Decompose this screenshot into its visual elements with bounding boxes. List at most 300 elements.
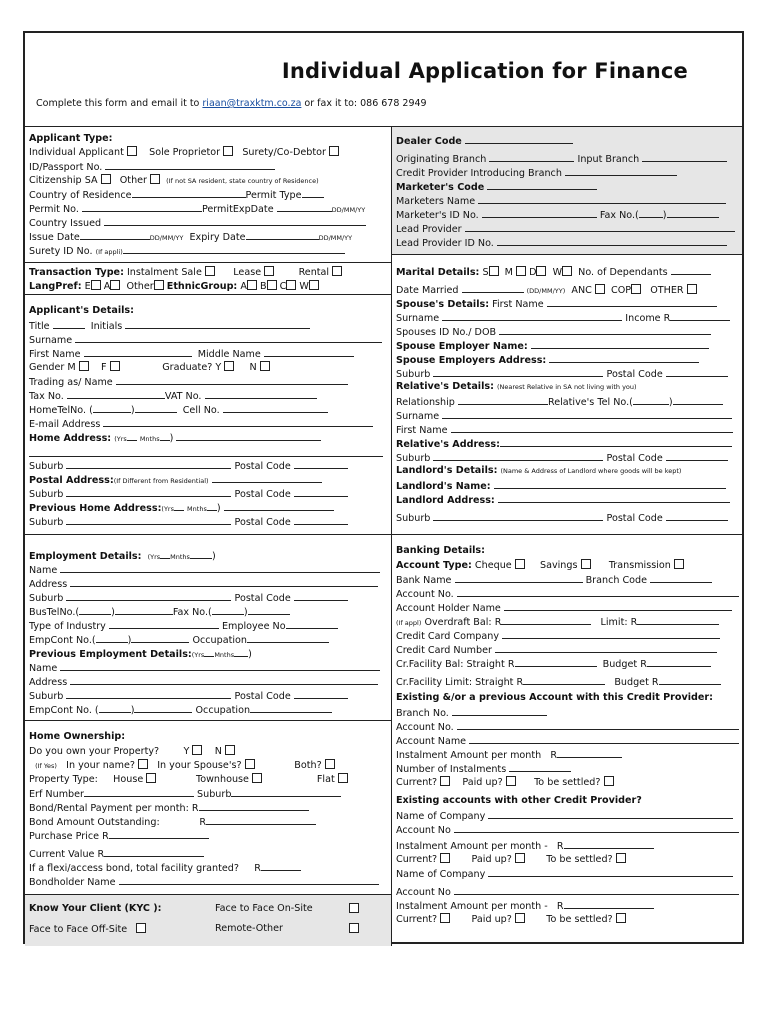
relative-tel-code[interactable]: [633, 395, 669, 405]
cheque-label: Cheque: [474, 560, 512, 571]
your-name-label: In your name?: [66, 760, 135, 771]
relative-postal-field[interactable]: [666, 451, 728, 461]
anc-checkbox[interactable]: [595, 284, 605, 294]
cc-number-field[interactable]: [495, 643, 717, 653]
current-value-field[interactable]: [104, 847, 204, 857]
surname-field[interactable]: [75, 333, 382, 343]
overdraft-field[interactable]: [501, 615, 591, 625]
if-yes-note: (If Yes): [35, 762, 57, 770]
own-y-label: Y: [183, 746, 190, 757]
existing-instalment-label: Instalment Amount per month: [396, 750, 542, 761]
kyc-section: [25, 895, 391, 946]
middle-name-label: Middle Name: [197, 349, 261, 360]
dealer-fax-field[interactable]: [667, 208, 719, 218]
bond-outstanding-field[interactable]: [206, 815, 316, 825]
email-field[interactable]: [103, 417, 373, 427]
prev-emp-address-field[interactable]: [70, 675, 378, 685]
branch-code-label: Branch Code: [585, 575, 648, 586]
dealer-code-field[interactable]: [465, 134, 573, 144]
property-suburb-field[interactable]: [231, 787, 341, 797]
relative-tel-field[interactable]: [673, 395, 723, 405]
residence-note: (If not SA resident, state country of Residence): [166, 177, 319, 185]
cc-company-label: Credit Card Company: [396, 631, 500, 642]
remote-other-checkbox[interactable]: [349, 923, 359, 933]
relative-first-label: First Name: [396, 425, 448, 436]
f2f-offsite-label: Face to Face Off-Site: [29, 924, 128, 935]
overdraft-r: R: [494, 617, 502, 628]
trading-as-label: Trading as/ Name: [29, 377, 113, 388]
emp-fax-code[interactable]: [212, 605, 244, 615]
home-tel-code[interactable]: [93, 403, 131, 413]
relative-first-field[interactable]: [451, 423, 733, 433]
own-n-checkbox[interactable]: [225, 745, 235, 755]
townhouse-checkbox[interactable]: [252, 773, 262, 783]
limit-field[interactable]: [637, 615, 719, 625]
relative-address-field[interactable]: [500, 437, 732, 447]
purchase-price-r: R: [102, 831, 109, 842]
crf-budget-r: R: [640, 659, 647, 670]
surety-if-appli: (If appli): [95, 248, 123, 256]
relative-tel-label: Relative's Tel No.(: [547, 397, 633, 408]
existing-account-heading: Existing &/or a previous Account with this Credit Provider:: [396, 692, 713, 703]
townhouse-label: Townhouse: [195, 774, 249, 785]
other2-account-no-field[interactable]: [454, 885, 739, 895]
property-type-label: Property Type:: [29, 774, 98, 785]
flat-checkbox[interactable]: [338, 773, 348, 783]
landlord-address-field[interactable]: [498, 493, 730, 503]
trading-as-field[interactable]: [116, 375, 348, 385]
occupation-field[interactable]: [247, 633, 329, 643]
home-postal-label: Postal Code: [234, 461, 291, 472]
crf-bal-r: R: [507, 659, 515, 670]
home-suburb-field[interactable]: [66, 459, 231, 469]
empcont-code[interactable]: [96, 633, 128, 643]
postal-suburb-label: Suburb: [29, 489, 64, 500]
landlord-address-label: Landlord Address:: [396, 495, 495, 506]
flat-label: Flat: [316, 774, 335, 785]
emp-name-field[interactable]: [60, 563, 380, 573]
home-postal-field[interactable]: [294, 459, 348, 469]
existing-paid-checkbox[interactable]: [506, 776, 516, 786]
ethnic-w-label: W: [299, 281, 309, 292]
home-yrs-label: (Yrs: [114, 435, 127, 443]
citizenship-label: Citizenship SA: [29, 175, 98, 186]
purchase-price-label: Purchase Price: [29, 831, 100, 842]
industry-label: Type of Industry: [29, 621, 106, 632]
email-label: E-mail Address: [29, 419, 101, 430]
issue-date-field[interactable]: [80, 230, 150, 240]
emp-yrs-field[interactable]: [160, 549, 170, 559]
other2-paid-checkbox[interactable]: [515, 913, 525, 923]
ethnic-group-label: EthnicGroup:: [166, 281, 238, 292]
existing-settled-label: To be settled?: [534, 777, 601, 788]
spouse-first-field[interactable]: [547, 297, 717, 307]
crf-limit-field[interactable]: [523, 675, 605, 685]
input-branch-field[interactable]: [642, 152, 727, 162]
marketer-code-label: Marketer's Code: [396, 182, 485, 193]
other-paid-checkbox[interactable]: [515, 853, 525, 863]
other-account-no-label: Account No: [396, 825, 451, 836]
right-column: [392, 127, 742, 946]
lease-checkbox[interactable]: [264, 266, 274, 276]
prev-emp-suburb-label: Suburb: [29, 691, 64, 702]
cp-branch-field[interactable]: [565, 166, 677, 176]
company2-field[interactable]: [488, 867, 733, 877]
relationship-field[interactable]: [458, 395, 548, 405]
cc-number-label: Credit Card Number: [396, 645, 492, 656]
spouse-suburb-field[interactable]: [433, 367, 603, 377]
f2f-offsite-checkbox[interactable]: [136, 923, 146, 933]
dependants-label: No. of Dependants: [578, 267, 668, 278]
lang-other-checkbox[interactable]: [154, 280, 164, 290]
postal-code-field[interactable]: [294, 487, 348, 497]
spouse-employer-field[interactable]: [531, 339, 709, 349]
home-ownership-heading: Home Ownership:: [29, 731, 126, 742]
marketer-code-field[interactable]: [487, 180, 597, 190]
your-name-checkbox[interactable]: [138, 759, 148, 769]
flexi-bond-r: R: [254, 863, 261, 874]
bondholder-label: Bondholder Name: [29, 877, 116, 888]
relative-address-label: Relative's Address:: [396, 439, 500, 450]
relative-surname-label: Surname: [396, 411, 440, 422]
permit-no-label: Permit No.: [29, 204, 79, 215]
other2-instalment-r: R: [556, 901, 564, 912]
transaction-section: [25, 263, 391, 295]
spouse-income-label: Income: [625, 313, 661, 324]
originating-branch-field[interactable]: [489, 152, 574, 162]
spouse-postal-field[interactable]: [666, 367, 728, 377]
prev-suburb-label: Suburb: [29, 517, 64, 528]
instructions-prefix: Complete this form and email it to: [36, 98, 200, 109]
expiry-date-label: Expiry Date: [189, 232, 246, 243]
issue-date-label: Issue Date: [29, 232, 80, 243]
surname-label: Surname: [29, 335, 73, 346]
postal-address-field[interactable]: [212, 473, 322, 483]
tax-no-field[interactable]: [67, 389, 165, 399]
first-name-label: First Name: [29, 349, 81, 360]
relative-suburb-field[interactable]: [433, 451, 603, 461]
home-yrs-field[interactable]: [127, 431, 137, 441]
cp-branch-label: Credit Provider Introducing Branch: [396, 168, 562, 179]
individual-checkbox[interactable]: [127, 146, 137, 156]
vat-no-field[interactable]: [205, 389, 317, 399]
other-account-no-field[interactable]: [454, 823, 739, 833]
prev-suburb-field[interactable]: [66, 515, 231, 525]
graduate-y-checkbox[interactable]: [224, 361, 234, 371]
spouse-details-label: Spouse's Details:: [396, 299, 490, 310]
prev-empcont-code[interactable]: [99, 703, 131, 713]
expiry-date-format: DD/MM/YY: [318, 234, 353, 242]
marketer-id-label: Marketer's ID No.: [396, 210, 479, 221]
spouse-surname-field[interactable]: [442, 311, 622, 321]
id-passport-field[interactable]: [105, 160, 275, 170]
cc-company-field[interactable]: [502, 629, 720, 639]
erf-number-field[interactable]: [84, 787, 194, 797]
emp-address-label: Address: [29, 579, 68, 590]
spouse-id-field[interactable]: [499, 325, 711, 335]
application-form: [23, 31, 744, 944]
crf-limit-budget-field[interactable]: [659, 675, 721, 685]
relative-note: (Nearest Relative in SA not living with you): [497, 383, 637, 391]
other2-settled-checkbox[interactable]: [616, 913, 626, 923]
existing-instalment-field[interactable]: [557, 748, 622, 758]
other2-current-checkbox[interactable]: [440, 913, 450, 923]
prev-occupation-field[interactable]: [250, 703, 332, 713]
marital-other-checkbox[interactable]: [687, 284, 697, 294]
employee-no-field[interactable]: [286, 619, 338, 629]
company2-label: Name of Company: [396, 869, 486, 880]
bus-tel-code[interactable]: [79, 605, 111, 615]
bond-payment-field[interactable]: [199, 801, 309, 811]
existing-paid-label: Paid up?: [462, 777, 503, 788]
cell-no-field[interactable]: [223, 403, 328, 413]
prev-emp-yrs-field[interactable]: [204, 647, 214, 657]
lead-provider-id-field[interactable]: [497, 236, 727, 246]
gender-f-checkbox[interactable]: [110, 361, 120, 371]
home-mnths-field[interactable]: [160, 431, 170, 441]
prev-yrs-field[interactable]: [174, 501, 184, 511]
current-value-label: Current Value: [29, 849, 95, 860]
citizenship-sa-checkbox[interactable]: [101, 174, 111, 184]
sole-proprietor-checkbox[interactable]: [223, 146, 233, 156]
country-residence-field[interactable]: [132, 188, 246, 198]
lang-a-label: A: [103, 281, 111, 292]
lang-a-checkbox[interactable]: [110, 280, 120, 290]
lease-label: Lease: [233, 267, 262, 278]
other2-instalment-field[interactable]: [564, 899, 654, 909]
prev-emp-name-field[interactable]: [60, 661, 380, 671]
initials-label: Initials: [90, 321, 123, 332]
prev-postal-field[interactable]: [294, 515, 348, 525]
surety-checkbox[interactable]: [329, 146, 339, 156]
marketer-name-field[interactable]: [478, 194, 726, 204]
email-link[interactable]: riaan@traxktm.co.za: [202, 98, 302, 109]
prev-empcont-label: EmpCont No. (: [29, 705, 99, 716]
marital-d-checkbox[interactable]: [536, 266, 546, 276]
date-married-field[interactable]: [462, 283, 524, 293]
emp-fax-label: Fax No.(: [172, 607, 212, 618]
country-issued-field[interactable]: [104, 216, 366, 226]
account-no-field[interactable]: [457, 587, 739, 597]
ethnic-c-checkbox[interactable]: [286, 280, 296, 290]
home-tel-field[interactable]: [135, 403, 177, 413]
spouse-employer-label: Spouse Employer Name:: [396, 341, 528, 352]
marital-s-checkbox[interactable]: [489, 266, 499, 276]
date-married-label: Date Married: [396, 285, 459, 296]
bank-name-field[interactable]: [455, 573, 583, 583]
existing-current-checkbox[interactable]: [440, 776, 450, 786]
form-instructions: [36, 98, 427, 109]
other-settled-checkbox[interactable]: [616, 853, 626, 863]
spouse-postal-label: Postal Code: [606, 369, 663, 380]
ethnic-a-checkbox[interactable]: [247, 280, 257, 290]
landlord-suburb-label: Suburb: [396, 513, 431, 524]
banking-heading: Banking Details:: [396, 545, 485, 556]
lang-e-checkbox[interactable]: [91, 280, 101, 290]
emp-postal-label: Postal Code: [234, 593, 291, 604]
prev-emp-yrs-label: (Yrs: [191, 651, 205, 659]
own-y-checkbox[interactable]: [192, 745, 202, 755]
branch-code-field[interactable]: [650, 573, 712, 583]
middle-name-field[interactable]: [264, 347, 354, 357]
citizenship-other-checkbox[interactable]: [150, 174, 160, 184]
instalment-sale-checkbox[interactable]: [205, 266, 215, 276]
applicant-details-section: Applicant's Details: Title Initials Surname First Name Middle Name Gender M F Graduate? Y N Trading as/ Name Tax No. VAT No. HomeTelNo. ( ) Cell No. E-mail Address Home Address: (Yrs Mnths ) Suburb Postal Code Postal Address:(If Different from Residential) Suburb Postal Code Previous Home Address:(Yrs Mnths ) Suburb Postal Code: [25, 295, 391, 535]
house-checkbox[interactable]: [146, 773, 156, 783]
cop-label: COP: [611, 285, 632, 296]
country-issued-label: Country Issued: [29, 218, 102, 229]
existing-current-label: Current?: [396, 777, 438, 788]
flexi-bond-field[interactable]: [261, 861, 301, 871]
postal-address-label: Postal Address:: [29, 475, 114, 486]
previous-home-field[interactable]: [224, 501, 334, 511]
both-checkbox[interactable]: [325, 759, 335, 769]
previous-home-label: Previous Home Address:: [29, 503, 162, 514]
home-address-field[interactable]: [176, 431, 321, 441]
surety-id-field[interactable]: [123, 244, 345, 254]
savings-label: Savings: [540, 560, 578, 571]
bondholder-field[interactable]: [119, 875, 379, 885]
other2-account-no-label: Account No: [396, 887, 451, 898]
other-instalment-field[interactable]: [564, 839, 654, 849]
existing-settled-checkbox[interactable]: [604, 776, 614, 786]
permit-type-field[interactable]: [302, 188, 324, 198]
home-address-line2[interactable]: [29, 447, 383, 457]
emp-address-field[interactable]: [70, 577, 378, 587]
spouse-first-label: First Name: [492, 299, 544, 310]
num-instalments-field[interactable]: [509, 762, 571, 772]
initials-field[interactable]: [125, 319, 310, 329]
id-passport-label: ID/Passport No.: [29, 162, 103, 173]
prev-emp-name-label: Name: [29, 663, 58, 674]
emp-fax-field[interactable]: [248, 605, 290, 615]
marital-s-label: S: [482, 267, 489, 278]
emp-mnths-field[interactable]: [190, 549, 212, 559]
industry-field[interactable]: [109, 619, 219, 629]
dealer-fax-label: Fax No.(: [599, 210, 639, 221]
prev-empcont-field[interactable]: [134, 703, 192, 713]
spouse-id-label: Spouses ID No./ DOB: [396, 327, 497, 338]
own-property-label: Do you own your Property?: [29, 746, 160, 757]
purchase-price-field[interactable]: [109, 829, 209, 839]
company-label: Name of Company: [396, 811, 486, 822]
crf-budget-field[interactable]: [647, 657, 711, 667]
f2f-onsite-label: Face to Face On-Site: [215, 903, 313, 914]
applicant-type-section: [25, 127, 391, 263]
f2f-onsite-checkbox[interactable]: [349, 903, 359, 913]
company-field[interactable]: [488, 809, 733, 819]
flexi-bond-label: If a flexi/access bond, total facility granted?: [29, 863, 239, 874]
bond-outstanding-label: Bond Amount Outstanding:: [29, 817, 160, 828]
existing-account-no-field[interactable]: [457, 720, 739, 730]
emp-suburb-label: Suburb: [29, 593, 64, 604]
spouse-name-checkbox[interactable]: [245, 759, 255, 769]
house-label: House: [113, 774, 144, 785]
cheque-checkbox[interactable]: [515, 559, 525, 569]
gender-m-checkbox[interactable]: [79, 361, 89, 371]
tax-no-label: Tax No.: [29, 391, 64, 402]
existing-account-name-field[interactable]: [469, 734, 739, 744]
prev-emp-mnths-field[interactable]: [234, 647, 248, 657]
dependants-field[interactable]: [671, 265, 711, 275]
existing-branch-no-field[interactable]: [452, 706, 547, 716]
lead-provider-field[interactable]: [465, 222, 735, 232]
postal-suburb-field[interactable]: [66, 487, 231, 497]
emp-name-label: Name: [29, 565, 58, 576]
other-current-checkbox[interactable]: [440, 853, 450, 863]
savings-checkbox[interactable]: [581, 559, 591, 569]
marital-label: Marital Details:: [396, 267, 480, 278]
emp-mnths-label: Mnths: [170, 553, 190, 561]
permit-type-label: Permit Type: [245, 190, 302, 201]
lead-provider-label: Lead Provider: [396, 224, 462, 235]
prev-emp-postal-field[interactable]: [294, 689, 348, 699]
other-instalment-r: R: [556, 841, 564, 852]
dealer-fax-code[interactable]: [639, 208, 663, 218]
employment-section: Employment Details: (Yrs Mnths ) Name Address Suburb Postal Code BusTelNo.( ) Fax No.( ) Type of Industry Employee No EmpCont No.( ) Occupation Previous Employment Details:(Yrs Mnths ) Name Address Suburb Postal Code EmpCont No. ( ) Occupation: [25, 535, 391, 721]
landlord-suburb-field[interactable]: [433, 511, 603, 521]
home-mnths-label: Mnths: [139, 435, 160, 443]
marital-m-checkbox[interactable]: [516, 266, 526, 276]
emp-suburb-field[interactable]: [66, 591, 231, 601]
permit-exp-field[interactable]: [277, 202, 332, 212]
country-residence-label: Country of Residence: [29, 190, 132, 201]
prev-emp-suburb-field[interactable]: [66, 689, 231, 699]
crf-bal-field[interactable]: [515, 657, 597, 667]
emp-postal-field[interactable]: [294, 591, 348, 601]
lead-provider-id-label: Lead Provider ID No.: [396, 238, 494, 249]
other2-settled-label: To be settled?: [546, 914, 613, 925]
bus-tel-field[interactable]: [115, 605, 173, 615]
ethnic-w-checkbox[interactable]: [309, 280, 319, 290]
surety-label: Surety/Co-Debtor: [242, 147, 326, 158]
home-ownership-section: [25, 721, 391, 895]
relative-surname-field[interactable]: [442, 409, 732, 419]
graduate-n-checkbox[interactable]: [260, 361, 270, 371]
empcont-field[interactable]: [131, 633, 189, 643]
transmission-checkbox[interactable]: [674, 559, 684, 569]
ethnic-c-label: C: [279, 281, 287, 292]
other-current-label: Current?: [396, 854, 438, 865]
landlord-name-field[interactable]: [494, 479, 726, 489]
marketer-id-field[interactable]: [482, 208, 597, 218]
num-instalments-label: Number of Instalments: [396, 764, 507, 775]
bus-tel-label: BusTelNo.(: [29, 607, 80, 618]
landlord-postal-field[interactable]: [666, 511, 728, 521]
current-value-r: R: [97, 849, 105, 860]
limit-r: R: [630, 617, 638, 628]
prev-mnths-field[interactable]: [207, 501, 217, 511]
relative-details-label: Relative's Details:: [396, 381, 494, 392]
rental-checkbox[interactable]: [332, 266, 342, 276]
postal-code-label: Postal Code: [234, 489, 291, 500]
issue-date-format: DD/MM/YY: [149, 234, 184, 242]
marital-w-checkbox[interactable]: [562, 266, 572, 276]
permit-no-field[interactable]: [82, 202, 202, 212]
account-holder-field[interactable]: [504, 601, 732, 611]
title-field[interactable]: [53, 319, 85, 329]
marketer-name-label: Marketers Name: [396, 196, 476, 207]
first-name-field[interactable]: [84, 347, 192, 357]
relationship-label: Relationship: [396, 397, 455, 408]
cop-checkbox[interactable]: [631, 284, 641, 294]
ethnic-b-checkbox[interactable]: [267, 280, 277, 290]
crf-bal-label: Cr.Facility Bal: Straight: [396, 659, 505, 670]
expiry-date-field[interactable]: [246, 230, 319, 240]
spouse-emp-address-label: Spouse Employers Address:: [396, 355, 547, 366]
spouse-emp-address-field[interactable]: [549, 353, 699, 363]
spouse-income-field[interactable]: [670, 311, 730, 321]
